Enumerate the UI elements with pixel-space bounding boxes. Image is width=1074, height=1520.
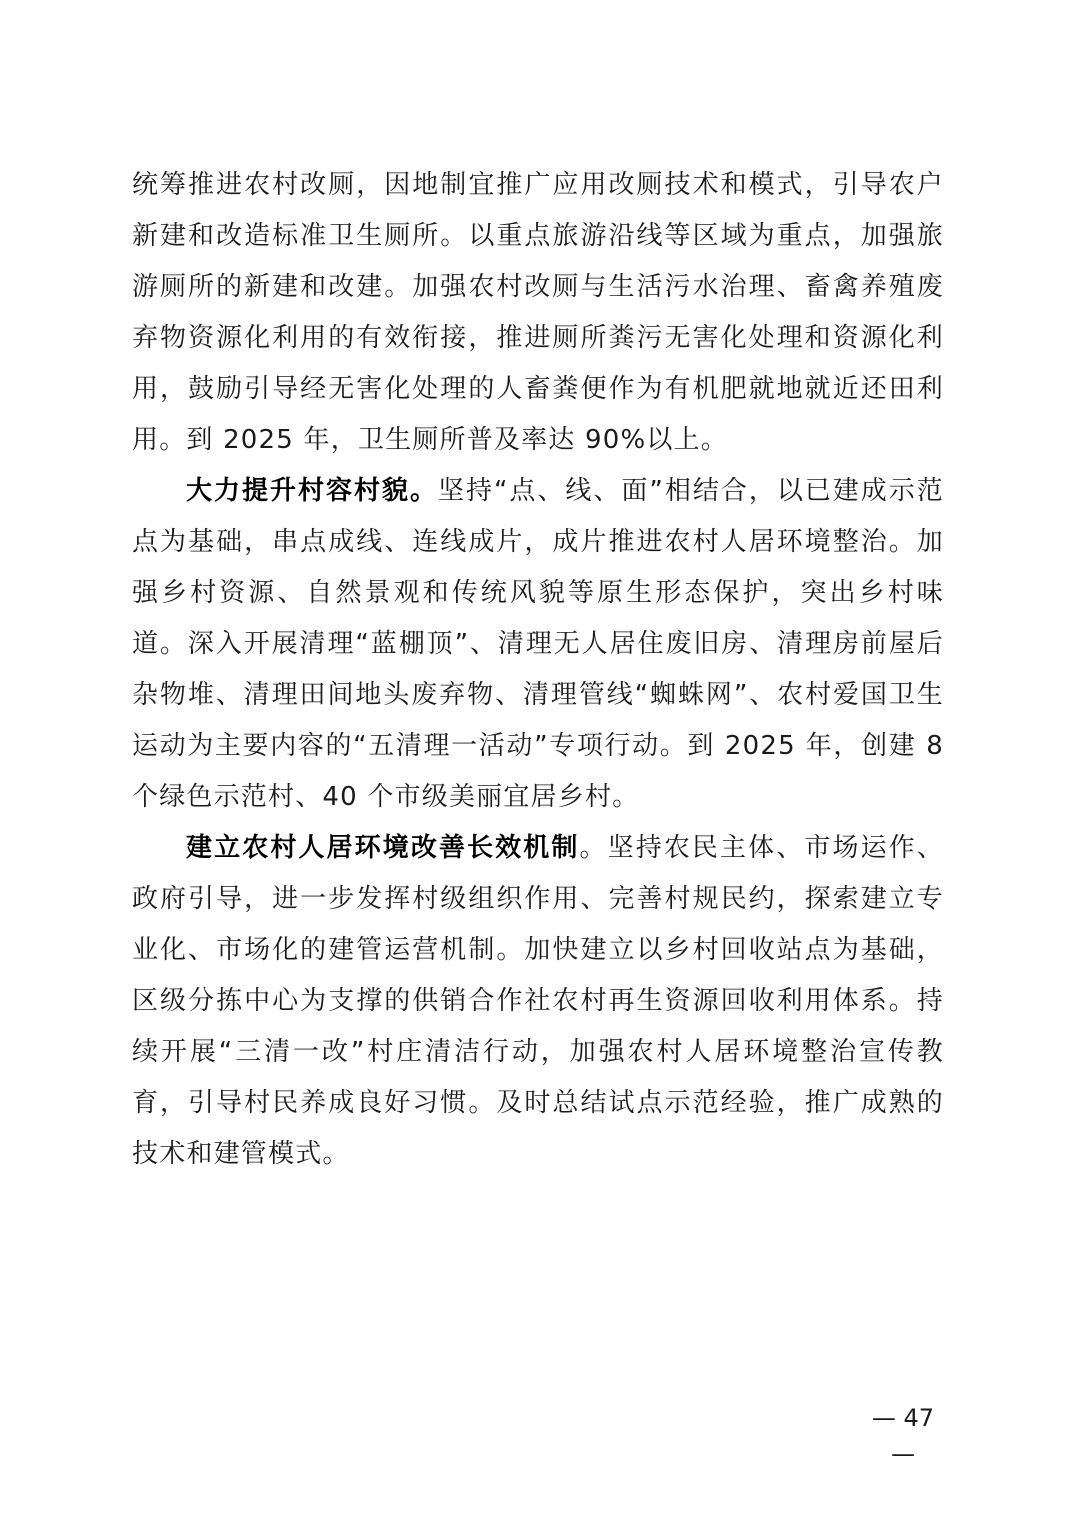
paragraph-heading: 建立农村人居环境改善长效机制 xyxy=(186,833,580,863)
paragraph-text: 统筹推进农村改厕，因地制宜推广应用改厕技术和模式，引导农户新建和改造标准卫生厕所。以重点旅游沿线等区域为重点，加强旅游厕所的新建和改建。加强农村改厕与生活污水治理、畜禽养殖废弃物资源化利用的有效衔接，推进厕所粪污无害化处理和资源化利用，鼓励引导经无害化处理的人畜粪便作为有机肥就地就近还田利用。到 2025 年，卫生厕所普及率达 90%以上。 xyxy=(132,170,944,455)
paragraph-long-term-mechanism xyxy=(132,823,944,1180)
paragraph-village-appearance xyxy=(132,466,944,823)
page-number: — 47 — xyxy=(871,1404,935,1468)
paragraph-heading: 大力提升村容村貌。 xyxy=(186,476,438,506)
paragraph-toilet-reform xyxy=(132,160,944,466)
body-text xyxy=(132,160,944,1180)
paragraph-text: 坚持“点、线、面”相结合，以已建成示范点为基础，串点成线、连线成片，成片推进农村人居环境整治。加强乡村资源、自然景观和传统风貌等原生形态保护，突出乡村味道。深入开展清理“蓝棚顶”、清理无人居住废旧房、清理房前屋后杂物堆、清理田间地头废弃物、清理管线“蜘蛛网”、农村爱国卫生运动为主要内容的“五清理一活动”专项行动。到 2025 年，创建 8 个绿色示范村、40 个市级美丽宜居乡村。 xyxy=(132,476,944,812)
paragraph-text: 。坚持农民主体、市场运作、政府引导，进一步发挥村级组织作用、完善村规民约，探索建立专业化、市场化的建管运营机制。加快建立以乡村回收站点为基础，区级分拣中心为支撑的供销合作社农村再生资源回收利用体系。持续开展“三清一改”村庄清洁行动，加强农村人居环境整治宣传教育，引导村民养成良好习惯。及时总结试点示范经验，推广成熟的技术和建管模式。 xyxy=(132,833,944,1169)
